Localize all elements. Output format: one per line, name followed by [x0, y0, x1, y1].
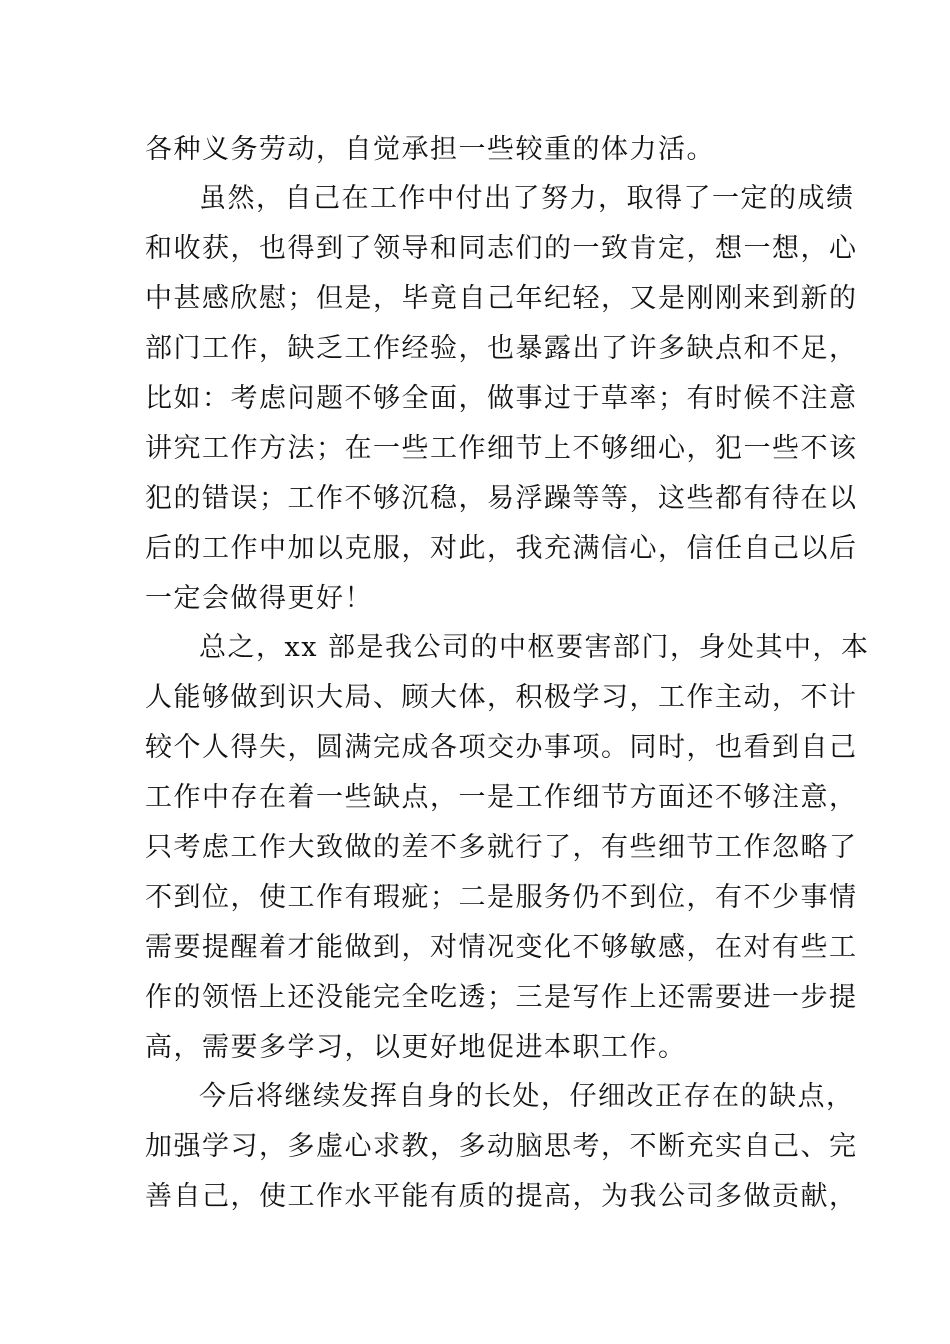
text-line: 人能够做到识大局、顾大体，积极学习，工作主动，不计	[145, 682, 858, 713]
text-line: 犯的错误；工作不够沉稳，易浮躁等等，这些都有待在以	[145, 483, 858, 514]
text-line: 各种义务劳动，自觉承担一些较重的体力活。	[145, 134, 715, 165]
text-line: 讲究工作方法；在一些工作细节上不够细心，犯一些不该	[145, 433, 858, 464]
text-line: 加强学习，多虚心求教，多动脑思考，不断充实自己、完	[145, 1131, 858, 1162]
text-line: 需要提醒着才能做到，对情况变化不够敏感，在对有些工	[145, 932, 858, 963]
text-line: 一定会做得更好！	[145, 583, 373, 614]
text-line: 部门工作，缺乏工作经验，也暴露出了许多缺点和不足，	[145, 333, 858, 364]
paragraph-start-line: 今后将继续发挥自身的长处，仔细改正存在的缺点，	[199, 1081, 855, 1112]
text-line: 工作中存在着一些缺点，一是工作细节方面还不够注意，	[145, 782, 858, 813]
text-line: 较个人得失，圆满完成各项交办事项。同时，也看到自己	[145, 732, 858, 763]
text-line: 后的工作中加以克服，对此，我充满信心，信任自己以后	[145, 533, 858, 564]
text-line: 高，需要多学习，以更好地促进本职工作。	[145, 1032, 687, 1063]
text-line: 只考虑工作大致做的差不多就行了，有些细节工作忽略了	[145, 832, 858, 863]
paragraph-start-line: 总之，xx 部是我公司的中枢要害部门，身处其中，本	[199, 632, 870, 663]
text-line: 比如：考虑问题不够全面，做事过于草率；有时候不注意	[145, 383, 858, 414]
text-line: 和收获，也得到了领导和同志们的一致肯定，想一想，心	[145, 233, 858, 264]
text-line: 作的领悟上还没能完全吃透；三是写作上还需要进一步提	[145, 982, 858, 1013]
paragraph-start-line: 虽然，自己在工作中付出了努力，取得了一定的成绩	[199, 183, 855, 214]
text-line: 不到位，使工作有瑕疵；二是服务仍不到位，有不少事情	[145, 882, 858, 913]
text-line: 中甚感欣慰；但是，毕竟自己年纪轻，又是刚刚来到新的	[145, 283, 858, 314]
text-line: 善自己，使工作水平能有质的提高，为我公司多做贡献，	[145, 1181, 858, 1212]
